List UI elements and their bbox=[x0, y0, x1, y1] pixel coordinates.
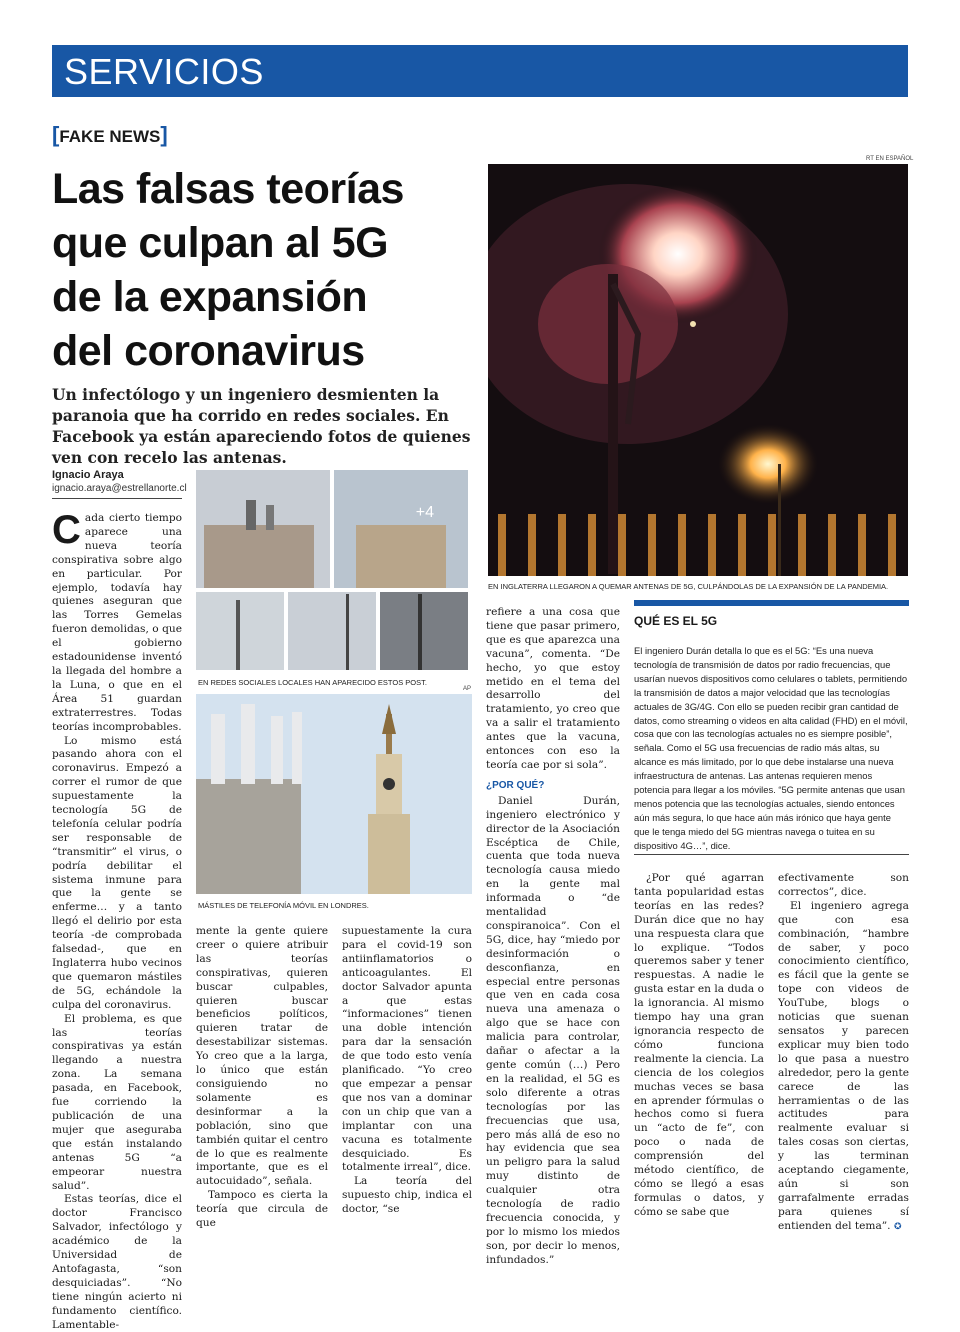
paragraph: La teoría del supuesto chip, indica el doctor, “se bbox=[342, 1175, 472, 1216]
kicker-label: FAKE NEWS bbox=[59, 127, 161, 146]
paragraph: efectivamente son correctos”, dice. bbox=[778, 872, 909, 898]
paragraph: supuestamente la cura para el covid-19 son antiinflamatorios o anticoagulantes. El doctor Salvador apunta a que estas “informaciones” tienen una doble intención para dar la sensación de que todo esto venía planificado. “Yo creo que empezar a pensar que nos van a dominar con un chip que van a implantar con una vacuna es totalmente desquiciado. Es totalmente irreal”, dice. bbox=[342, 925, 472, 1174]
paragraph: Daniel Durán, ingeniero electrónico y director de la Asociación Escéptica de Chile, cuenta que toda nueva tecnología causa miedo en la gente mal informada o “de mentalidad conspiranoica”. Con el 5G, dice, hay “miedo por desinformación o desconfianza, en especial entre personas que ven en cada cosa nueva una amenaza o algo que se hace con malicia para controlar, dañar o afectar a la gente común (…) Pero en la realidad, el 5G es solo diferente a otras tecnologías por las frecuencias que usa, pero más allá de eso no hay evidencia que sea un peligro para la salud muy distinto de cualquier otra tecnología de radio frecuencia conocida, y por lo mismo los miedos son, por decir lo menos, infundados.” bbox=[486, 794, 620, 1266]
drop-cap: C bbox=[52, 508, 81, 552]
paragraph: ¿Por qué agarran tanta popularidad estas teorías en las redes? Durán dice que no hay una respuesta clara que lo explique. “Todos queremos saber y tener respuestas. A nadie le gusta estar en la duda o la ignorancia. Al mismo tiempo hay una gran ignorancia respecto de cómo funciona realmente la ciencia. La ciencia de los colegios muchas veces se basa en aprender fórmulas o hechos como si fuera un “acto de fe”, con poco o nada de comprensión del método científico, de cómo se llegó a esas formulas o datos, y cómo se sabe que bbox=[634, 872, 764, 1218]
kicker: [FAKE NEWS] bbox=[52, 122, 168, 147]
article-column-5 bbox=[634, 872, 764, 1220]
section-title: SERVICIOS bbox=[64, 51, 264, 92]
paragraph: Cada cierto tiempo aparece una nueva teoría conspirativa sobre algo en particular. Por ejemplo, todavía hay quienes aseguran que las Torres Gemelas fueron demolidas, o que el gobierno estadounidense inventó la llegada del hombre a la Luna, o que en el Área 51 guardan extraterrestres. Todas teorías incomprobables. bbox=[52, 508, 182, 733]
article-column-4 bbox=[486, 606, 620, 1268]
paragraph: Tampoco es cierta la teoría que circula de que bbox=[196, 1189, 328, 1230]
author-email: ignacio.araya@estrellanorte.cl bbox=[52, 483, 187, 494]
article-column-1 bbox=[52, 508, 182, 1332]
headline-line: del coronavirus bbox=[52, 327, 365, 375]
main-photo-image bbox=[488, 164, 908, 576]
paragraph: Estas teorías, dice el doctor Francisco Salvador, infectólogo y académico de la Universidad de Antofagasta, “son desquiciadas”. “No tiene ningún acierto ni fundamento científico. Lamentable- bbox=[52, 1193, 182, 1331]
author-rule bbox=[52, 498, 182, 499]
box-bar bbox=[634, 600, 909, 606]
headline-line: Las falsas teorías bbox=[52, 165, 404, 213]
collage-photo bbox=[196, 470, 468, 670]
headline-line: de la expansión bbox=[52, 273, 368, 321]
main-photo bbox=[488, 164, 908, 576]
collage-caption: EN REDES SOCIALES LOCALES HAN APARECIDO ESTOS POST. bbox=[198, 678, 427, 687]
paragraph: mente la gente quiere creer o quiere atribuir las teorías conspirativas, quieren buscar culpables, quieren buscar beneficios políticos, quieren tratar de desestabilizar sistemas. Yo creo que a la larga, lo único que están consiguiendo no solamente es desinformar a la población, sino que también quitar el centro de lo que es realmente importante, que es el autocuidado”, señala. bbox=[196, 925, 328, 1188]
paragraph: El ingeniero agrega que con esa combinación, “hambre de saber, y poco conocimiento científico, es fácil que la gente se tope con videos de YouTube, blogs o noticias que suenan sensatos y parecen explicar muy bien todo lo que pasa a nuestro alrededor, pero la gente carece de las herramientas o de las actitudes para realmente evaluar si tales cosas son ciertas, y las terminan aceptando ciegamente, aún si son garrafalmente erradas para quienes sí entienden del tema”. ✪ bbox=[778, 899, 909, 1232]
article-column-3 bbox=[342, 925, 472, 1217]
article-column-6 bbox=[778, 872, 909, 1235]
deck: Un infectólogo y un ingeniero desmienten la paranoia que ha corrido en redes sociales. En Facebook ya están apareciendo fotos de quienes ven con recelo las antenas. bbox=[52, 385, 471, 467]
headline-line: que culpan al 5G bbox=[52, 219, 389, 267]
box-rule bbox=[634, 854, 909, 855]
london-photo-credit: AP bbox=[463, 686, 472, 692]
main-photo-caption: EN INGLATERRA LLEGARON A QUEMAR ANTENAS DE 5G, CULPÁNDOLAS DE LA EXPANSIÓN DE LA PANDEMIA. bbox=[488, 582, 889, 591]
end-mark-icon: ✪ bbox=[893, 1221, 902, 1232]
author-name: Ignacio Araya bbox=[52, 469, 124, 481]
main-photo-credit: RT EN ESPAÑOL bbox=[866, 156, 914, 162]
london-image bbox=[196, 694, 472, 894]
london-photo bbox=[196, 694, 472, 894]
london-caption: MÁSTILES DE TELEFONÍA MÓVIL EN LONDRES. bbox=[198, 901, 369, 910]
headline bbox=[52, 162, 472, 378]
article-column-2 bbox=[196, 925, 328, 1231]
paragraph: El problema, es que las teorías conspirativas ya están llegando a nuestra zona. La semana pasada, en Facebook, fue corriendo la publicación de una mujer que aseguraba que están instalando antenas 5G “a empeorar nuestra salud”. bbox=[52, 1012, 182, 1192]
collage-image bbox=[196, 470, 468, 670]
section-header bbox=[52, 45, 908, 97]
paragraph: Lo mismo está pasando ahora con el coronavirus. Empezó a correr el rumor de que supuestamente la tecnología 5G de telefonía celular podría ser responsable de “transmitir” el virus, o podría debilitar el sistema inmune para que la gente se enferme… y a tanto llegó el delirio por esta teoría -de comprobada falsedad-, que en Inglaterra hubo vecinos que quemaron mástiles de 5G, echándole la culpa del coronavirus. bbox=[52, 734, 182, 1011]
subhead-por-que: ¿POR QUÉ? bbox=[486, 779, 545, 791]
paragraph: refiere a una cosa que tiene que pasar primero, que es que aparezca una vacuna”, comenta. “De hecho, yo que estoy metido en el tema del desarrollo del tratamiento, yo creo que va a salir el tratamiento antes que la vacuna, entonces con eso la teoría cae por si sola”. bbox=[486, 606, 620, 771]
more-photos-count: +4 bbox=[415, 504, 434, 521]
box-title: QUÉ ES EL 5G bbox=[634, 614, 718, 628]
box-body: El ingeniero Durán detalla lo que es el 5G: “Es una nueva tecnología de transmisión de datos por radio frecuencias, que usarían nuevos dispositivos como celulares o tablets, permitiendo la transmisión de datos a major velocidad que las tecnologías actuales de 3G/4G. Con ello se pueden recibir gran cantidad de datos, como streaming o videos en alta calidad (FHD) en el móvil, cosa que con las tecnologías actuales no es siempre posible”, señala. Como el 5G usa frecuencias de radio más altas, su alcance es más limitado, por lo que debe instalarse una nueva infraestructura de antenas. Las antenas requieren menos potencia para llegar a los móviles. “5G permite antenas que usan menos potencia que las tecnologías actuales, siendo entonces aún más segura, lo que hace aún más irónico que haya gente que le tenga miedo del 5G mientras navega o tuitea en su dispositivo 4G…”, dice. bbox=[634, 645, 908, 851]
